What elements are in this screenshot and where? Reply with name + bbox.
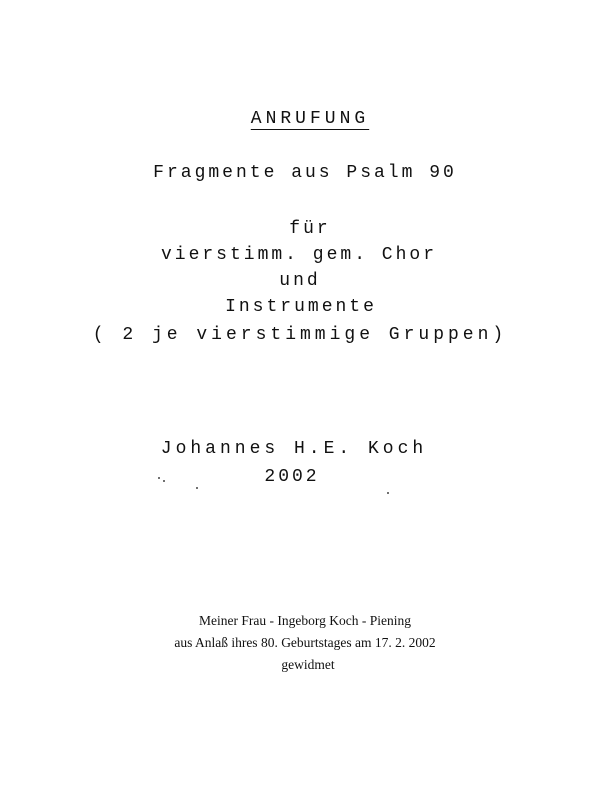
scan-speck xyxy=(387,492,389,494)
scan-speck xyxy=(158,477,160,479)
instruments-label: Instrumente xyxy=(225,297,377,317)
scan-speck xyxy=(163,480,165,482)
subtitle: Fragmente aus Psalm 90 xyxy=(153,163,457,183)
title-text: ANRUFUNG xyxy=(250,109,370,129)
dedication-line-2: aus Anlaß ihres 80. Geburtstages am 17. 2. 2002 xyxy=(174,635,436,650)
and-label: und xyxy=(279,271,321,291)
for-label: für xyxy=(289,219,331,239)
choir-label: vierstimm. gem. Chor xyxy=(160,245,438,265)
author-name: Johannes H.E. Koch xyxy=(160,439,428,459)
page-title xyxy=(10,108,600,130)
dedication-line-1: Meiner Frau - Ingeborg Koch - Piening xyxy=(199,613,411,628)
composition-year: 2002 xyxy=(264,467,320,487)
scan-speck xyxy=(196,487,198,489)
groups-label: ( 2 je vierstimmige Gruppen) xyxy=(92,325,508,345)
dedication-line-3: gewidmet xyxy=(281,657,335,672)
